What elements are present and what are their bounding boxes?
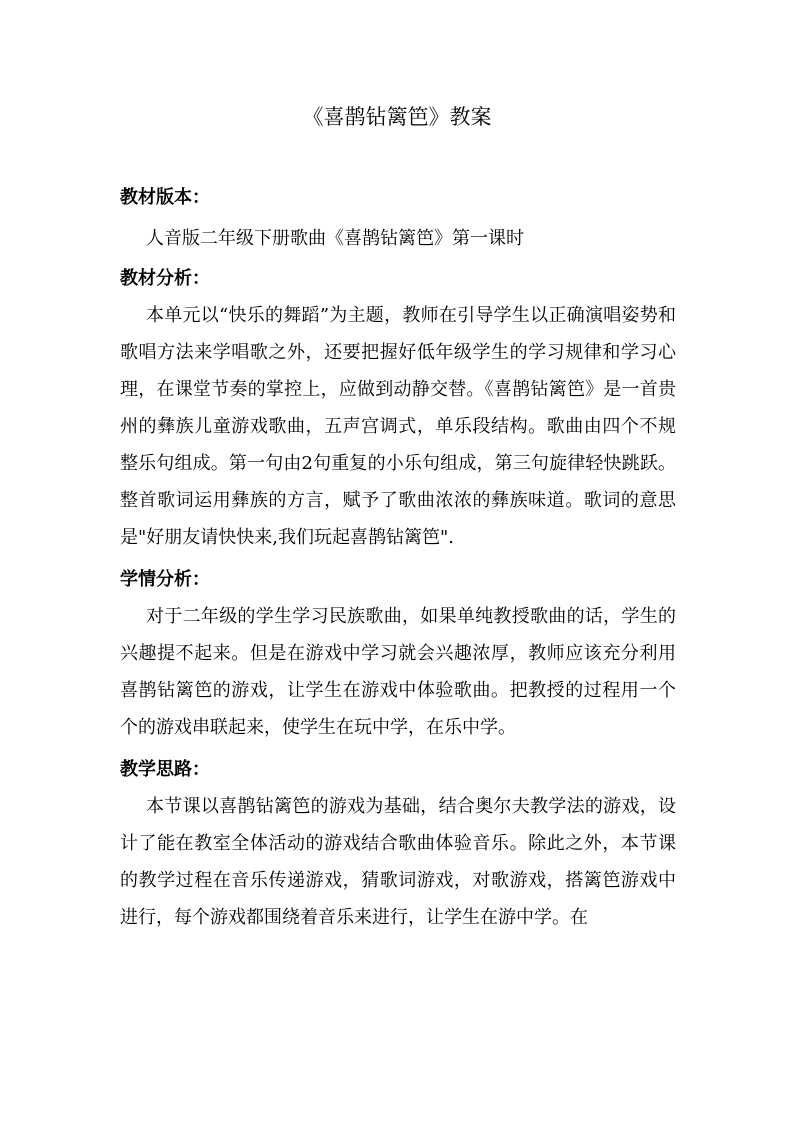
section-textbook-analysis <box>120 261 676 556</box>
section-paragraph: 本节课以喜鹊钻篱笆的游戏为基础，结合奥尔夫教学法的游戏，设计了能在教室全体活动的游戏结合歌曲体验音乐。除此之外，本节课的教学过程在音乐传递游戏，猜歌词游戏，对歌游戏，搭篱笆游戏中进行，每个游戏都围绕着音乐来进行，让学生在游中学。在 <box>120 796 676 928</box>
document-title: 《喜鹊钻篱笆》教案 <box>302 105 492 129</box>
section-paragraph: 对于二年级的学生学习民族歌曲，如果单纯教授歌曲的话，学生的兴趣提不起来。但是在游戏中学习就会兴趣浓厚，教师应该充分利用喜鹊钻篱笆的游戏，让学生在游戏中体验歌曲。把教授的过程用一个个的游戏串联起来，使学生在玩中学，在乐中学。 <box>120 606 676 738</box>
section-student-analysis <box>120 562 676 746</box>
section-textbook-version <box>120 180 676 261</box>
section-heading: 学情分析： <box>120 569 210 590</box>
document-body <box>120 180 676 942</box>
section-heading: 教材版本： <box>120 187 210 208</box>
section-paragraph: 人音版二年级下册歌曲《喜鹊钻篱笆》第一课时 <box>146 228 524 249</box>
section-heading: 教材分析： <box>120 268 210 289</box>
section-paragraph: 本单元以“快乐的舞蹈”为主题，教师在引导学生以正确演唱姿势和歌唱方法来学唱歌之外，还要把握好低年级学生的学习规律和学习心理，在课堂节奏的掌控上，应做到动静交替。《喜鹊钻篱笆》是一首贵州的彝族儿童游戏歌曲，五声宫调式，单乐段结构。歌曲由四个不规整乐句组成。第一句由2句重复的小乐句组成，第三句旋律轻快跳跃。整首歌词运用彝族的方言，赋予了歌曲浓浓的彝族味道。歌词的意思是"好朋友请快快来,我们玩起喜鹊钻篱笆". <box>120 305 676 548</box>
section-heading: 教学思路： <box>120 759 210 780</box>
section-teaching-approach <box>120 752 676 936</box>
